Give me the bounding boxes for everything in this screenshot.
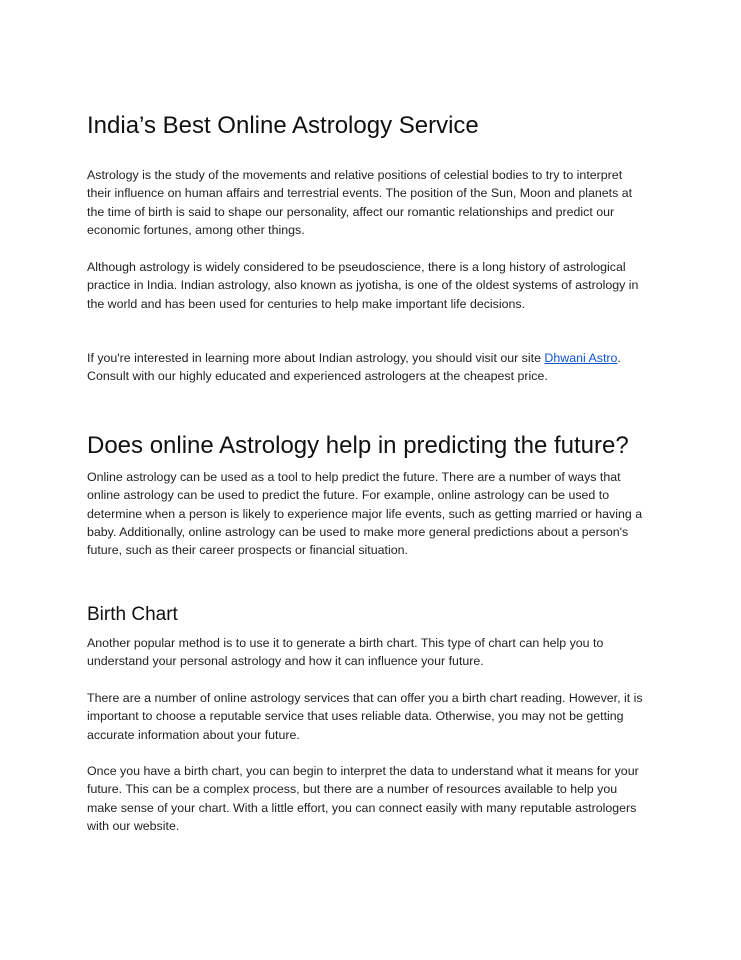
dhwani-astro-link[interactable]: Dhwani Astro [544, 351, 618, 365]
prediction-heading: Does online Astrology help in predicting the future? [87, 432, 629, 459]
birth-chart-paragraph-2: There are a number of online astrology services that can offer you a birth chart reading. However, it is important to choose a reputable service that uses reliable data. Otherwise, you may not be getting accurate information about your future. [87, 691, 643, 742]
prediction-paragraph: Online astrology can be used as a tool to help predict the future. There are a number of ways that online astrology can be used to predict the future. For example, online astrology can be used to determine when a person is likely to experience major life events, such as getting married or having a baby. Additionally, online astrology can be used to make more general predictions about a person's future, such as their career prospects or financial situation. [87, 470, 643, 558]
history-paragraph: Although astrology is widely considered to be pseudoscience, there is a long history of astrological practice in India. Indian astrology, also known as jyotisha, is one of the oldest systems of astrology in the world and has been used for centuries to help make important life decisions. [87, 260, 639, 311]
birth-chart-paragraph-3: Once you have a birth chart, you can begin to interpret the data to understand what it means for your future. This can be a complex process, but there are a number of resources available to help you make sense of your chart. With a little effort, you can connect easily with many reputable astrologers with our website. [87, 764, 639, 833]
intro-paragraph: Astrology is the study of the movements and relative positions of celestial bodies to try to interpret their influence on human affairs and terrestrial events. The position of the Sun, Moon and planets at the time of birth is said to shape our personality, affect our romantic relationships and predict our economic fortunes, among other things. [87, 168, 633, 237]
birth-chart-heading: Birth Chart [87, 604, 178, 625]
birth-chart-paragraph-1: Another popular method is to use it to generate a birth chart. This type of chart can help you to understand your personal astrology and how it can influence your future. [87, 636, 604, 669]
main-heading: India’s Best Online Astrology Service [87, 112, 479, 139]
visit-text-before: If you're interested in learning more about Indian astrology, you should visit our site [87, 351, 545, 365]
visit-text-after: . Consult with our highly educated and experienced astrologers at the cheapest price. [87, 351, 621, 384]
visit-paragraph [87, 349, 647, 386]
